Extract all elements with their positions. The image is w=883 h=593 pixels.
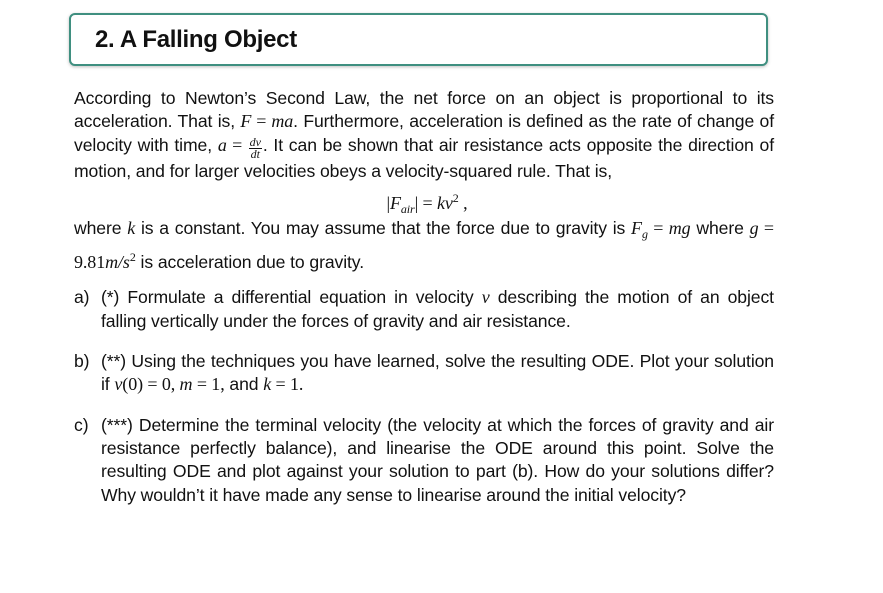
eq2-equals: =	[226, 134, 248, 155]
part-b-text-1: (**) Using the techniques you have learned, solve the resulting ODE. Plot your solution if	[101, 351, 774, 395]
unit-superscript: 2	[129, 250, 136, 265]
eq2-lhs: a	[217, 134, 227, 155]
kv-term: kv	[437, 192, 453, 213]
gravity-paragraph	[74, 217, 774, 275]
k-value: = 1.	[271, 374, 304, 395]
problem-content	[74, 87, 774, 507]
part-b	[74, 350, 774, 397]
gravity-text-3: where	[696, 217, 744, 238]
mg-term: mg	[668, 217, 691, 238]
section-title: 2. A Falling Object	[95, 26, 297, 53]
m-value: = 1,	[192, 374, 225, 395]
air-resistance-equation	[74, 187, 774, 216]
gravity-text-2: is a constant. You may assume that the force due to gravity is	[140, 217, 626, 238]
air-subscript: air	[400, 201, 415, 216]
v0-value: (0) = 0,	[122, 374, 180, 395]
gravity-equals: =	[647, 217, 669, 238]
g-unit: m/s	[105, 252, 130, 273]
intro-text-1: According to Newton’s Second Law, the net force on an object is proportional to its acceleration. That is,	[74, 88, 774, 132]
g-value: = 9.81	[74, 217, 774, 273]
part-a-marker: a)	[74, 287, 90, 308]
intro-text-2: . Furthermore, acceleration is defined as the rate of change of velocity with time,	[74, 111, 774, 155]
display-equals: =	[418, 192, 437, 213]
dv-dt-fraction	[249, 134, 262, 161]
intro-paragraph	[74, 87, 774, 183]
eq1-equals: =	[251, 111, 272, 132]
squared-superscript: 2	[452, 190, 459, 205]
abs-bar-close: |	[414, 192, 419, 213]
g-symbol: g	[749, 217, 759, 238]
part-b-and: and	[229, 374, 259, 395]
part-b-marker: b)	[74, 351, 90, 372]
abs-bar-open: |	[386, 192, 390, 213]
part-c-marker: c)	[74, 414, 89, 435]
k-symbol: k	[127, 217, 136, 238]
part-c	[74, 414, 774, 507]
eq1-rhs: ma	[271, 111, 294, 132]
eq1-lhs: F	[240, 111, 252, 132]
part-a-text-2: describing the motion of an object falling vertically under the forces of gravity and air resistance.	[101, 287, 774, 331]
part-a	[74, 286, 774, 333]
force-symbol: F	[390, 192, 401, 213]
m-symbol: m	[179, 374, 193, 395]
fraction-numerator: dv	[249, 134, 261, 149]
gravity-text-1: where	[74, 217, 122, 238]
fraction-denominator: dt	[250, 146, 260, 161]
part-c-text: (***) Determine the terminal velocity (the velocity at which the forces of gravity and air resistance perfectly balance), and linearise the ODE around this point. Solve the resulting ODE and plot against your solution to part (b). How do your solutions differ? Why wouldn’t it have made any sense to linearise around the initial velocity?	[101, 414, 774, 505]
velocity-symbol: v	[481, 287, 490, 308]
intro-text-3: . It can be shown that air resistance acts opposite the direction of motion, and for larger velocities obeys a velocity-squared rule. That is,	[74, 134, 774, 181]
section-title-box	[69, 13, 768, 66]
gravity-text-4: is acceleration due to gravity.	[140, 252, 364, 273]
part-a-text-1: (*) Formulate a differential equation in velocity	[101, 287, 474, 308]
v0-symbol: v	[114, 374, 123, 395]
g-subscript: g	[641, 226, 648, 241]
k-symbol-b: k	[263, 374, 272, 395]
display-comma: ,	[458, 192, 468, 213]
gravity-force-symbol: F	[631, 217, 642, 238]
